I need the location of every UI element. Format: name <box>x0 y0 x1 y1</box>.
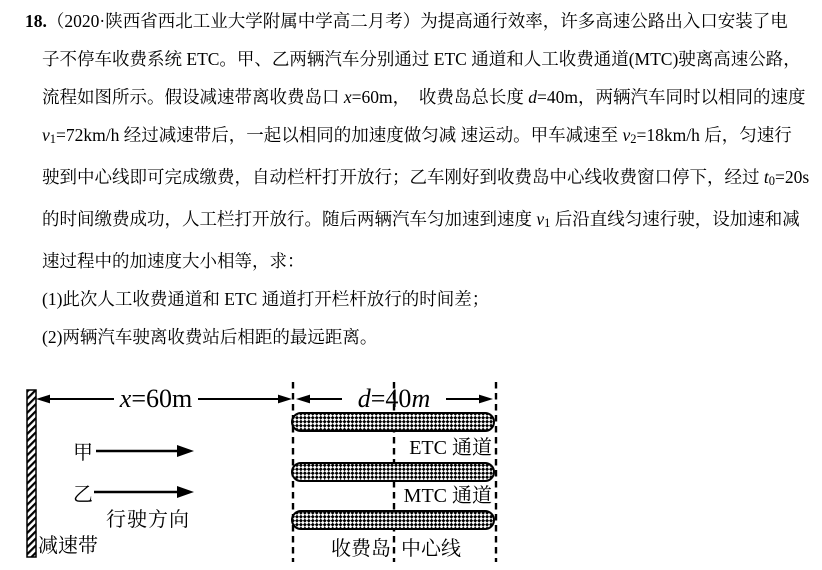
x-dimension-label: x=60m <box>119 384 193 413</box>
text-segment: =60m， 收费岛总长度 <box>351 87 529 107</box>
arrowhead-right-icon <box>479 395 493 404</box>
problem-line <box>0 116 818 158</box>
text-segment: 后沿直线匀速行驶，设加速和减 <box>550 209 800 229</box>
text-segment: 子不停车收费系统 ETC。甲、乙两辆汽车分别通过 ETC 通道和人工收费通道(MTC)驶离高速公路， <box>42 49 801 69</box>
problem-line <box>0 158 818 200</box>
mtc-lane-label: MTC 通道 <box>403 485 492 507</box>
variable-subscript: 2 <box>630 132 637 146</box>
car-a-arrow <box>73 442 194 464</box>
text-segment: =40m，两辆汽车同时以相同的速度 <box>537 87 806 107</box>
center-line-label: 中心线 <box>401 538 461 560</box>
text-segment: (2)两辆汽车驶离收费站后相距的最远距离。 <box>42 327 378 347</box>
variable-subscript: 1 <box>544 216 551 230</box>
text-segment: =72km/h 经过减速带后，一起以相同的加速度做匀减 速运动。甲车减速至 <box>56 125 623 145</box>
problem-text <box>0 2 818 356</box>
toll-island-bar <box>292 463 494 481</box>
text-segment: 18. <box>25 11 47 31</box>
car-b-arrow <box>73 484 194 506</box>
arrowhead-right-icon <box>177 486 194 498</box>
car-a-label: 甲 <box>73 442 93 464</box>
arrowhead-left-icon <box>36 395 50 404</box>
physics-variable: d <box>528 87 538 107</box>
arrowhead-right-icon <box>278 395 292 404</box>
text-segment: 驶到中心线即可完成缴费，自动栏杆打开放行；乙车刚好到收费岛中心线收费窗口停下，经过 <box>42 167 764 187</box>
physics-variable: v <box>622 125 631 145</box>
problem-line <box>0 200 818 242</box>
direction-label: 行驶方向 <box>106 509 190 531</box>
car-b-label: 乙 <box>73 484 93 506</box>
text-segment: =18km/h 后，匀速行 <box>636 125 792 145</box>
speed-bump-label: 减速带 <box>38 535 98 557</box>
text-segment: （2020·陕西省西北工业大学附属中学高二月考）为提高通行效率，许多高速公路出入口安装了电 <box>46 11 788 31</box>
text-segment: 的时间缴费成功，人工栏打开放行。随后两辆汽车匀加速到速度 <box>42 209 537 229</box>
problem-line <box>0 242 818 280</box>
speed-bump-bar <box>27 390 36 557</box>
toll-island-bar <box>292 511 494 529</box>
variable-subscript: 1 <box>49 132 57 146</box>
text-segment: 速过程中的加速度大小相等，求： <box>42 251 305 271</box>
toll-island-bars <box>292 413 494 529</box>
problem-line <box>0 2 818 40</box>
physics-variable: v <box>42 125 50 145</box>
problem-line <box>0 40 818 78</box>
d-dimension-label: d=40m <box>357 384 431 413</box>
physics-variable: x <box>343 87 352 107</box>
toll-station-diagram <box>0 372 822 570</box>
problem-line <box>0 318 818 356</box>
text-segment: 流程如图所示。假设减速带离收费岛口 <box>42 87 344 107</box>
physics-variable: t <box>763 167 769 187</box>
toll-island-label: 收费岛 <box>331 538 391 560</box>
problem-line <box>0 78 818 116</box>
variable-subscript: 0 <box>768 174 775 188</box>
problem-line <box>0 280 818 318</box>
arrowhead-left-icon <box>296 395 310 404</box>
etc-lane-label: ETC 通道 <box>409 437 492 459</box>
toll-island-bar <box>292 413 494 431</box>
physics-variable: v <box>536 209 545 229</box>
text-segment: =20s <box>775 167 810 187</box>
arrowhead-right-icon <box>177 445 194 457</box>
text-segment: (1)此次人工收费通道和 ETC 通道打开栏杆放行的时间差； <box>42 289 490 309</box>
